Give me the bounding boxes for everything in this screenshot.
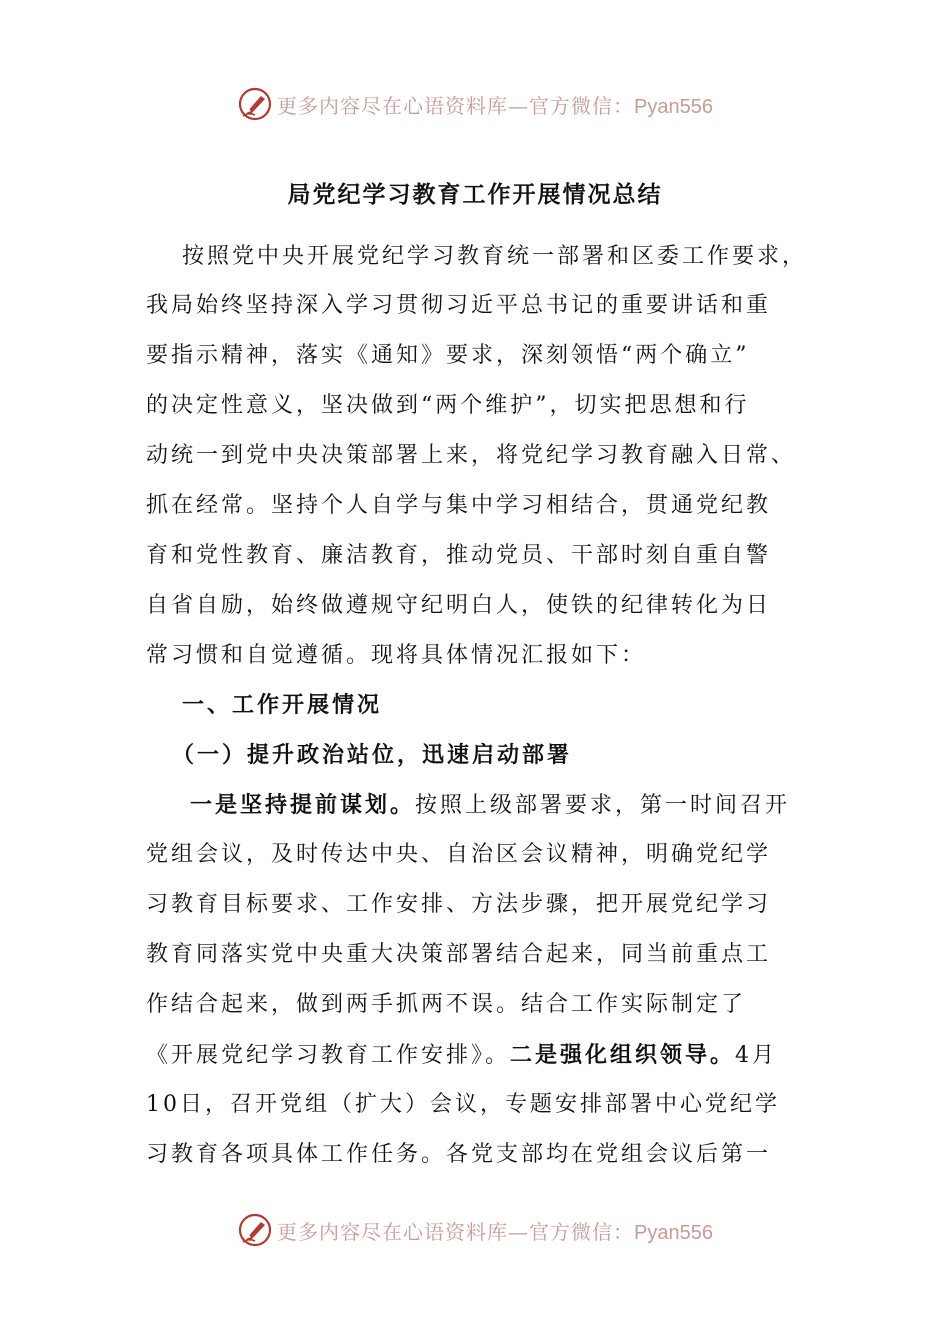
paragraph-line: 的决定性意义，坚决做到“两个维护”，切实把思想和行 <box>146 393 750 418</box>
paragraph-line: 习教育目标要求、工作安排、方法步骤，把开展党纪学习 <box>146 892 772 917</box>
banner-text: 更多内容尽在心语资料库—官方微信：Pyan556 <box>277 1219 713 1244</box>
paragraph-line: 要指示精神，落实《通知》要求，深刻领悟“两个确立” <box>146 343 750 368</box>
header-watermark-banner <box>0 82 950 126</box>
bold-lead-phrase: 二是强化组织领导。 <box>510 1042 736 1068</box>
paragraph-line: 抓在经常。坚持个人自学与集中学习相结合，贯通党纪教 <box>146 493 772 518</box>
paragraph-line: 一是坚持提前谋划。按照上级部署要求，第一时间召开 <box>190 792 791 818</box>
pen-logo-icon <box>237 1212 273 1248</box>
paragraph-line: 作结合起来，做到两手抓两不误。结合工作实际制定了 <box>146 992 747 1017</box>
section-heading: 一、工作开展情况 <box>182 692 383 718</box>
paragraph-line: 育和党性教育、廉洁教育，推动党员、干部时刻自重自警 <box>146 543 772 568</box>
paragraph-line: 党组会议，及时传达中央、自治区会议精神，明确党纪学 <box>146 842 772 867</box>
document-title: 局党纪学习教育工作开展情况总结 <box>287 181 663 208</box>
bold-lead-phrase: 一是坚持提前谋划。 <box>190 792 416 818</box>
paragraph-line: 按照党中央开展党纪学习教育统一部署和区委工作要求， <box>182 244 808 269</box>
paragraph-line: 动统一到党中央决策部署上来，将党纪学习教育融入日常、 <box>146 443 797 468</box>
pen-logo-icon <box>237 86 273 122</box>
paragraph-line: 教育同落实党中央重大决策部署结合起来，同当前重点工 <box>146 942 772 967</box>
banner-text: 更多内容尽在心语资料库—官方微信：Pyan556 <box>277 93 713 118</box>
paragraph-line: 自省自励，始终做遵规守纪明白人，使铁的纪律转化为日 <box>146 593 772 618</box>
paragraph-line: 《开展党纪学习教育工作安排》。二是强化组织领导。4月 <box>146 1042 778 1068</box>
paragraph-line: 我局始终坚持深入学习贯彻习近平总书记的重要讲话和重 <box>146 293 772 318</box>
banner-handle: Pyan556 <box>634 1221 713 1244</box>
paragraph-line: 10日，召开党组（扩大）会议，专题安排部署中心党纪学 <box>146 1092 780 1117</box>
footer-watermark-banner <box>0 1208 950 1252</box>
paragraph-line: 习教育各项具体工作任务。各党支部均在党组会议后第一 <box>146 1142 772 1167</box>
banner-handle: Pyan556 <box>634 95 713 118</box>
paragraph-line: 常习惯和自觉遵循。现将具体情况汇报如下： <box>146 643 647 668</box>
subsection-heading: （一）提升政治站位，迅速启动部署 <box>172 742 573 768</box>
